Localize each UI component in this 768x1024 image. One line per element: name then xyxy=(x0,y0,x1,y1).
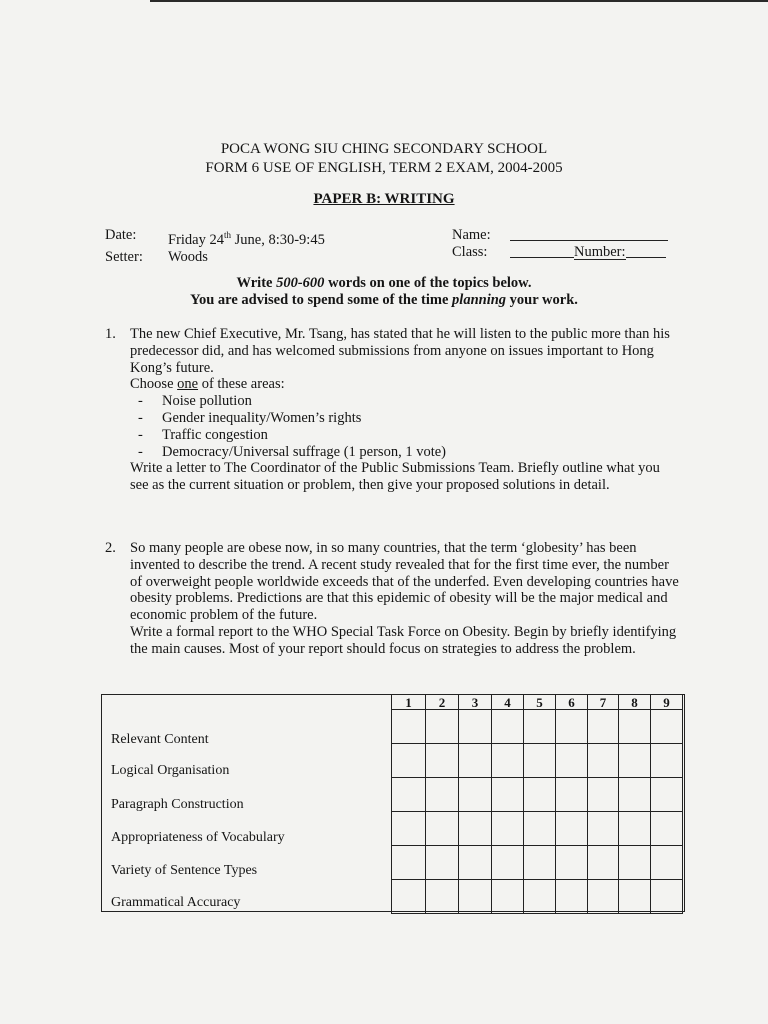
score-table xyxy=(391,694,683,914)
score-header: 8 xyxy=(619,695,651,710)
score-row xyxy=(392,880,683,914)
score-header: 3 xyxy=(459,695,492,710)
score-cell[interactable] xyxy=(619,744,651,778)
score-cell[interactable] xyxy=(556,812,588,846)
score-cell[interactable] xyxy=(459,846,492,880)
score-cell[interactable] xyxy=(556,744,588,778)
score-cell[interactable] xyxy=(588,812,619,846)
score-cell[interactable] xyxy=(492,812,524,846)
score-cell[interactable] xyxy=(392,846,426,880)
score-cell[interactable] xyxy=(651,778,683,812)
score-cell[interactable] xyxy=(619,880,651,914)
score-header: 6 xyxy=(556,695,588,710)
choose-instruction: Choose one of these areas: xyxy=(130,376,285,393)
score-cell[interactable] xyxy=(524,812,556,846)
date-value: Friday 24th June, 8:30-9:45 xyxy=(168,230,325,248)
criterion-label: Grammatical Accuracy xyxy=(111,895,241,910)
score-cell[interactable] xyxy=(392,812,426,846)
score-cell[interactable] xyxy=(426,778,459,812)
list-item: - Traffic congestion xyxy=(130,427,680,444)
score-cell[interactable] xyxy=(392,778,426,812)
criterion-label: Variety of Sentence Types xyxy=(111,863,258,878)
score-cell[interactable] xyxy=(651,846,683,880)
score-cell[interactable] xyxy=(459,880,492,914)
score-cell[interactable] xyxy=(619,710,651,744)
score-cell[interactable] xyxy=(651,812,683,846)
score-cell[interactable] xyxy=(459,812,492,846)
score-cell[interactable] xyxy=(556,880,588,914)
score-cell[interactable] xyxy=(556,710,588,744)
score-header: 9 xyxy=(651,695,683,710)
number-field[interactable] xyxy=(626,244,666,258)
score-cell[interactable] xyxy=(426,710,459,744)
score-cell[interactable] xyxy=(651,880,683,914)
marking-grid xyxy=(101,694,685,912)
instruction-line-1: Write 500-600 words on one of the topics below. xyxy=(236,275,532,291)
name-label: Name: xyxy=(452,227,491,243)
score-header: 1 xyxy=(392,695,426,710)
score-cell[interactable] xyxy=(426,846,459,880)
score-row xyxy=(392,710,683,744)
class-label: Class: xyxy=(452,244,488,260)
name-field[interactable] xyxy=(510,227,668,241)
school-name: POCA WONG SIU CHING SECONDARY SCHOOL xyxy=(220,141,548,157)
score-cell[interactable] xyxy=(651,744,683,778)
paper-title: PAPER B: WRITING xyxy=(313,191,455,207)
exam-header xyxy=(0,140,768,209)
score-cell[interactable] xyxy=(426,880,459,914)
score-cell[interactable] xyxy=(426,812,459,846)
score-cell[interactable] xyxy=(619,846,651,880)
score-cell[interactable] xyxy=(524,744,556,778)
score-cell[interactable] xyxy=(492,846,524,880)
score-cell[interactable] xyxy=(588,778,619,812)
score-header: 2 xyxy=(426,695,459,710)
list-item: - Noise pollution xyxy=(130,393,680,410)
score-cell[interactable] xyxy=(459,710,492,744)
score-header: 5 xyxy=(524,695,556,710)
score-cell[interactable] xyxy=(426,744,459,778)
score-cell[interactable] xyxy=(392,744,426,778)
date-label: Date: xyxy=(105,227,137,243)
scan-edge-line xyxy=(150,0,768,2)
score-row xyxy=(392,812,683,846)
score-cell[interactable] xyxy=(588,744,619,778)
score-row xyxy=(392,778,683,812)
score-header-row xyxy=(392,695,683,710)
exam-title: FORM 6 USE OF ENGLISH, TERM 2 EXAM, 2004-2005 xyxy=(205,160,563,176)
question-intro: So many people are obese now, in so many countries, that the term ‘globesity’ has been invented to describe the trend. A recent study revealed that for the first time ever, the number of overweight people worldwide exceeds that of the underfed. Even developing countries have obesity problems. Predictions are that this epidemic of obesity will be the major medical and economic problem of the future. xyxy=(130,540,679,624)
criterion-label: Appropriateness of Vocabulary xyxy=(111,830,285,845)
criterion-label: Paragraph Construction xyxy=(111,797,244,812)
score-cell[interactable] xyxy=(524,710,556,744)
score-cell[interactable] xyxy=(556,778,588,812)
question-intro: The new Chief Executive, Mr. Tsang, has stated that he will listen to the public more than his predecessor did, and has welcomed submissions from anyone on issues important to Hong Kong’s future. xyxy=(130,326,670,376)
setter-value: Woods xyxy=(168,248,208,265)
question-task: Write a formal report to the WHO Special Task Force on Obesity. Begin by briefly identifying the main causes. Most of your report should focus on strategies to address the problem. xyxy=(130,623,677,657)
score-cell[interactable] xyxy=(459,744,492,778)
score-cell[interactable] xyxy=(588,710,619,744)
criterion-label: Relevant Content xyxy=(111,732,209,747)
score-cell[interactable] xyxy=(619,778,651,812)
score-cell[interactable] xyxy=(392,880,426,914)
score-cell[interactable] xyxy=(588,846,619,880)
score-cell[interactable] xyxy=(492,880,524,914)
class-field[interactable] xyxy=(510,244,574,258)
score-row xyxy=(392,846,683,880)
question-1 xyxy=(105,326,680,494)
setter-label: Setter: xyxy=(105,248,143,265)
score-header: 7 xyxy=(588,695,619,710)
score-header: 4 xyxy=(492,695,524,710)
score-cell[interactable] xyxy=(651,710,683,744)
score-cell[interactable] xyxy=(588,880,619,914)
list-item: - Gender inequality/Women’s rights xyxy=(130,410,680,427)
instructions xyxy=(0,275,768,309)
score-cell[interactable] xyxy=(524,778,556,812)
score-cell[interactable] xyxy=(524,880,556,914)
score-cell[interactable] xyxy=(492,710,524,744)
number-label: Number: xyxy=(574,244,626,260)
score-cell[interactable] xyxy=(392,710,426,744)
question-2 xyxy=(105,540,680,658)
question-number: 1. xyxy=(105,326,116,342)
score-cell[interactable] xyxy=(619,812,651,846)
list-item: - Democracy/Universal suffrage (1 person, 1 vote) xyxy=(130,444,680,461)
score-cell[interactable] xyxy=(524,846,556,880)
instruction-line-2: You are advised to spend some of the time planning your work. xyxy=(190,292,578,308)
score-row xyxy=(392,744,683,778)
question-number: 2. xyxy=(105,540,116,556)
area-list xyxy=(130,393,680,460)
score-cell[interactable] xyxy=(492,744,524,778)
score-cell[interactable] xyxy=(492,778,524,812)
question-task: Write a letter to The Coordinator of the Public Submissions Team. Briefly outline what you see as the current situation or problem, then give your proposed solutions in detail. xyxy=(130,460,660,494)
exam-details xyxy=(105,227,325,266)
student-details xyxy=(452,227,668,261)
criterion-label: Logical Organisation xyxy=(111,763,230,778)
score-cell[interactable] xyxy=(459,778,492,812)
score-cell[interactable] xyxy=(556,846,588,880)
